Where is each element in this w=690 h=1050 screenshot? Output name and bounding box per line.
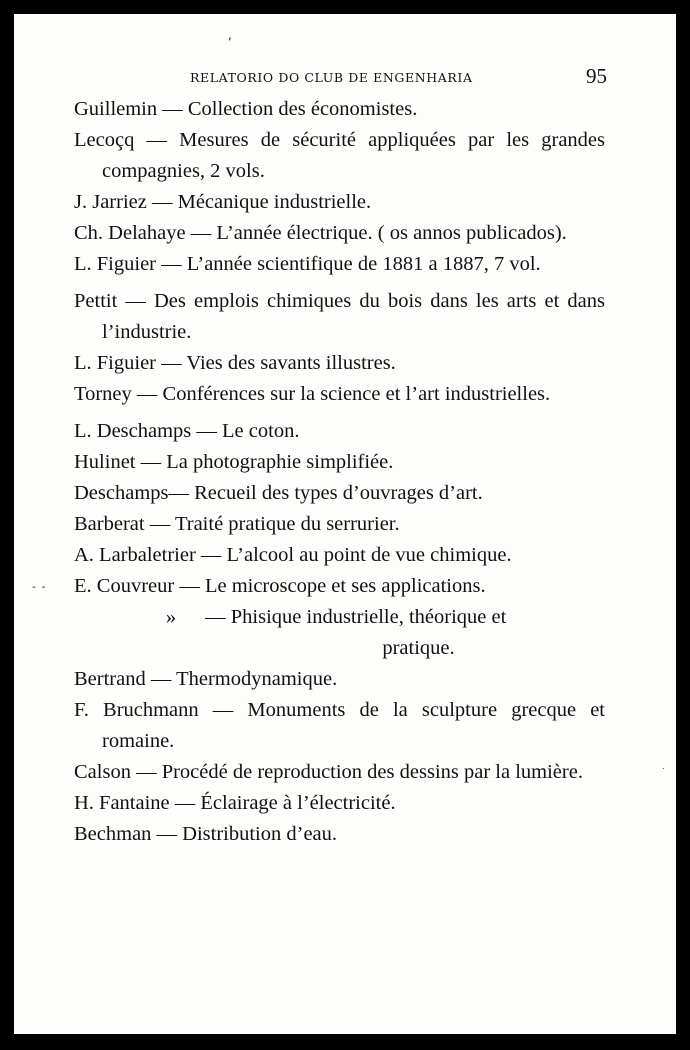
ink-speck: . [662, 762, 665, 771]
list-item: Torney — Conférences sur la science et l’art industrielles. [74, 383, 551, 405]
list-item: E. Couvreur — Le microscope et ses applications. [74, 575, 486, 597]
book-page [14, 14, 676, 1034]
list-item: Bechman — Distribution d’eau. [74, 823, 338, 845]
ditto-entry-last-line: pratique. [382, 637, 455, 659]
list-item: L. Figuier — Vies des savants illustres. [74, 352, 396, 374]
list-item: H. Fantaine — Éclairage à l’électricité. [74, 792, 396, 814]
page-number: 95 [586, 64, 607, 88]
list-item: J. Jarriez — Mécanique industrielle. [74, 191, 372, 213]
list-item: Deschamps— Recueil des types d’ouvrages d’art. [74, 482, 483, 504]
ditto-entry-text: — Phisique industrielle, théorique et [205, 606, 507, 628]
list-item: Bertrand — Thermodynamique. [74, 668, 338, 690]
list-item: Lecoçq — Mesures de sécurité appliquées par les grandes compagnies, 2 vols. [74, 129, 605, 182]
list-item: Calson — Procédé de reproduction des dessins par la lumière. [74, 761, 583, 783]
ditto-entry [74, 602, 605, 664]
ink-speck: , [228, 28, 232, 42]
list-item: Hulinet — La photographie simplifiée. [74, 451, 394, 473]
ditto-mark: » [165, 606, 177, 628]
running-title: RELATORIO DO CLUB DE ENGENHARIA [190, 70, 473, 85]
list-item: L. Deschamps — Le coton. [74, 420, 300, 442]
list-item: Ch. Delahaye — L’année électrique. ( os annos publicados). [74, 222, 567, 244]
page-header [14, 64, 676, 94]
list-item: Pettit — Des emplois chimiques du bois dans les arts et dans l’industrie. [74, 290, 605, 343]
bibliography-list [74, 94, 605, 850]
list-item: Barberat — Traité pratique du serrurier. [74, 513, 400, 535]
list-item: F. Bruchmann — Monuments de la sculpture grecque et romaine. [74, 699, 605, 752]
margin-mark: - - [32, 580, 47, 593]
list-item: L. Figuier — L’année scientifique de 1881 a 1887, 7 vol. [74, 253, 541, 275]
list-item: A. Larbaletrier — L’alcool au point de vue chimique. [74, 544, 512, 566]
list-item: Guillemin — Collection des économistes. [74, 98, 418, 120]
